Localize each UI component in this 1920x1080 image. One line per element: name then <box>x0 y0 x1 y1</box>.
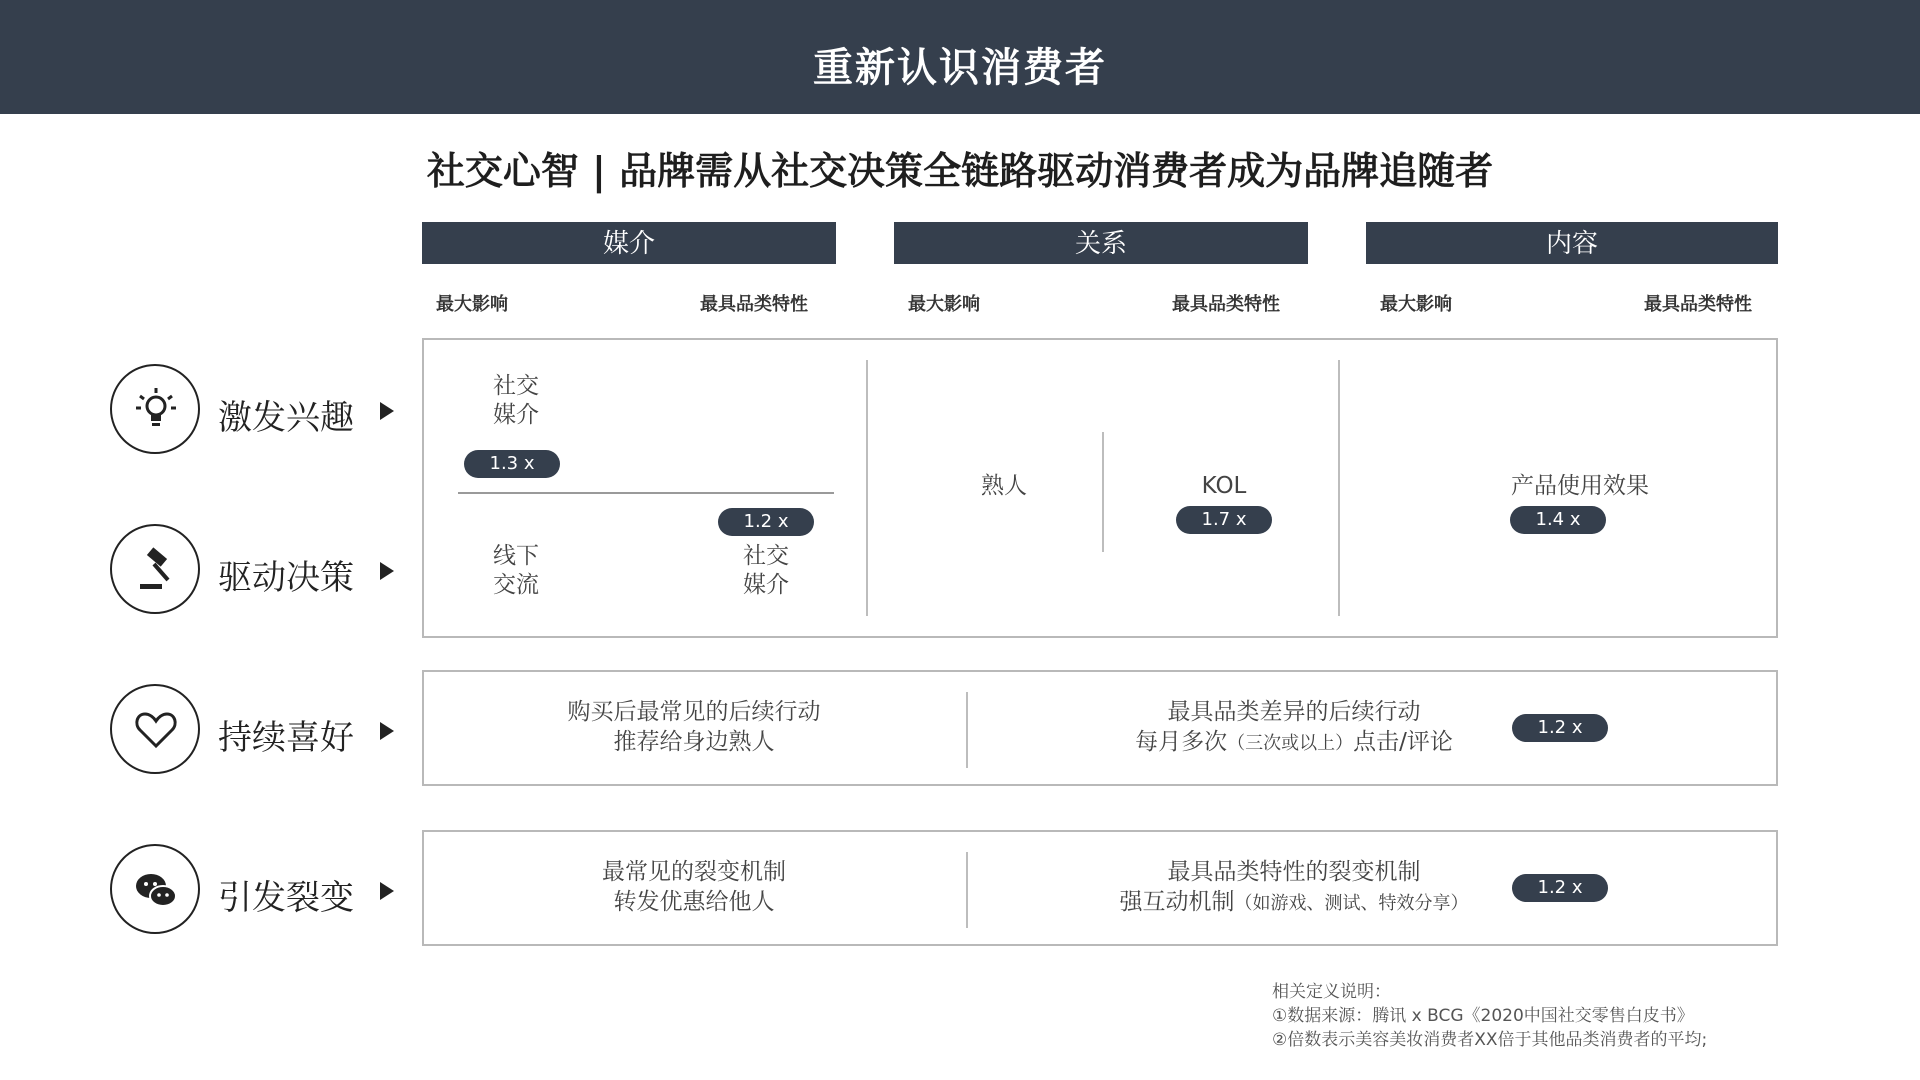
multiplier-badge: 1.7 x <box>1176 506 1272 534</box>
relation-kol-text: KOL <box>1201 473 1247 499</box>
multiplier-badge: 1.2 x <box>1512 714 1608 742</box>
viral-left-line2: 转发优惠给他人 <box>613 889 775 915</box>
content-effect-text: 产品使用效果 <box>1511 473 1649 499</box>
content-max-impact-label: 最大影响 <box>1380 294 1452 315</box>
column-header-content: 内容 <box>1366 222 1778 264</box>
heart-icon <box>110 684 200 774</box>
divider <box>966 852 968 928</box>
relation-category-label: 最具品类特性 <box>1172 294 1280 315</box>
multiplier-badge: 1.3 x <box>464 450 560 478</box>
preference-left-line2: 推荐给身边熟人 <box>613 729 775 755</box>
divider <box>458 492 834 494</box>
notes-heading: 相关定义说明： <box>1272 982 1391 1002</box>
row-label-decision: 驱动决策 <box>218 558 354 598</box>
divider <box>1102 432 1104 552</box>
viral-right-line2 <box>1024 888 1564 918</box>
header-bar <box>0 0 1920 114</box>
preference-right-line1: 最具品类差异的后续行动 <box>1167 699 1421 725</box>
viral-right-main: 强互动机制 <box>1119 889 1235 915</box>
arrow-right-icon <box>380 882 394 900</box>
notes-line2: ②倍数表示美容美妆消费者XX倍于其他品类消费者的平均; <box>1272 1030 1708 1050</box>
viral-right-paren: （如游戏、测试、特效分享） <box>1234 893 1469 914</box>
lightbulb-icon <box>110 364 200 454</box>
block-interest-decision <box>422 338 1778 638</box>
notes-line1: ①数据来源：腾讯 x BCG《2020中国社交零售白皮书》 <box>1272 1006 1694 1026</box>
preference-right-tail: 点击/评论 <box>1353 729 1453 755</box>
row-label-viral: 引发裂变 <box>218 878 354 918</box>
wechat-icon <box>110 844 200 934</box>
relation-max-impact-label: 最大影响 <box>908 294 980 315</box>
arrow-right-icon <box>380 402 394 420</box>
footnotes <box>1272 980 1707 1052</box>
gavel-icon <box>110 524 200 614</box>
viral-right-line1: 最具品类特性的裂变机制 <box>1167 859 1421 885</box>
multiplier-badge: 1.2 x <box>718 508 814 536</box>
media-bottom-left-text: 线下 交流 <box>493 543 539 598</box>
block-preference <box>422 670 1778 786</box>
preference-left-line1: 购买后最常见的后续行动 <box>567 699 821 725</box>
arrow-right-icon <box>380 722 394 740</box>
row-label-interest: 激发兴趣 <box>218 398 354 438</box>
subtitle: 社交心智 | 品牌需从社交决策全链路驱动消费者成为品牌追随者 <box>426 149 1494 193</box>
block-viral <box>422 830 1778 946</box>
viral-left-line1: 最常见的裂变机制 <box>602 859 786 885</box>
multiplier-badge: 1.4 x <box>1510 506 1606 534</box>
divider <box>866 360 868 616</box>
media-category-label: 最具品类特性 <box>700 294 808 315</box>
content-category-label: 最具品类特性 <box>1644 294 1752 315</box>
row-label-preference: 持续喜好 <box>218 718 354 758</box>
preference-right-line2 <box>1044 728 1544 758</box>
relation-acquaintance-text: 熟人 <box>981 473 1027 499</box>
page-title: 重新认识消费者 <box>813 45 1107 91</box>
media-bottom-right-text: 社交 媒介 <box>743 543 789 598</box>
column-header-media: 媒介 <box>422 222 836 264</box>
media-max-impact-label: 最大影响 <box>436 294 508 315</box>
preference-right-main: 每月多次 <box>1135 729 1228 755</box>
arrow-right-icon <box>380 562 394 580</box>
column-header-relation: 关系 <box>894 222 1308 264</box>
multiplier-badge: 1.2 x <box>1512 874 1608 902</box>
media-top-text: 社交 媒介 <box>493 373 539 428</box>
preference-right-paren: （三次或以上） <box>1227 733 1354 754</box>
divider <box>1338 360 1340 616</box>
divider <box>966 692 968 768</box>
